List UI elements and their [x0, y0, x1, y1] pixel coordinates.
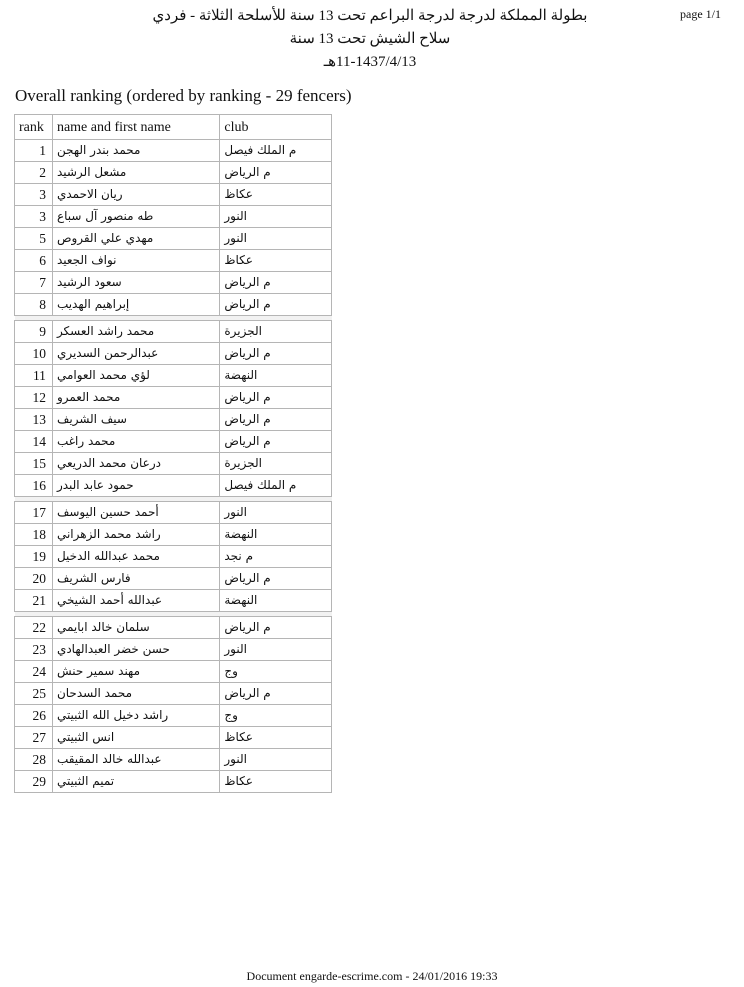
table-row [15, 683, 332, 705]
name-cell: حسن خضر العبدالهادي [52, 639, 219, 661]
weapon-category: سلاح الشيش تحت 13 سنة [289, 31, 451, 47]
table-row [15, 546, 332, 568]
name-cell: محمد العمرو [52, 387, 219, 409]
table-row [15, 294, 332, 316]
rank-cell: 27 [15, 727, 53, 749]
name-cell: مهند سمير حنش [52, 661, 219, 683]
table-row [15, 184, 332, 206]
club-cell: النور [220, 749, 332, 771]
name-cell: محمد بندر الهجن [52, 140, 219, 162]
rank-cell: 24 [15, 661, 53, 683]
document-footer: Document engarde-escrime.com - 24/01/2016 19:33 [246, 969, 498, 983]
table-row [15, 321, 332, 343]
club-cell: النور [220, 502, 332, 524]
club-cell: م الرياض [220, 683, 332, 705]
name-cell: انس الثبيتي [52, 727, 219, 749]
club-cell: عكاظ [220, 771, 332, 793]
rank-cell: 18 [15, 524, 53, 546]
table-row [15, 771, 332, 793]
club-cell: النور [220, 206, 332, 228]
club-cell: م الرياض [220, 617, 332, 639]
rank-cell: 11 [15, 365, 53, 387]
club-cell: عكاظ [220, 727, 332, 749]
table-row [15, 409, 332, 431]
name-cell: لؤي محمد العوامي [52, 365, 219, 387]
rank-cell: 1 [15, 140, 53, 162]
name-cell: فارس الشريف [52, 568, 219, 590]
name-cell: محمد راغب [52, 431, 219, 453]
table-row [15, 228, 332, 250]
rank-cell: 29 [15, 771, 53, 793]
club-cell: م الرياض [220, 568, 332, 590]
club-cell: النور [220, 228, 332, 250]
club-cell: عكاظ [220, 250, 332, 272]
table-row [15, 475, 332, 497]
name-cell: عبدالله أحمد الشيخي [52, 590, 219, 612]
table-row [15, 749, 332, 771]
club-cell: م الملك فيصل [220, 475, 332, 497]
rank-cell: 23 [15, 639, 53, 661]
ranking-table [14, 114, 332, 793]
rank-cell: 25 [15, 683, 53, 705]
rank-cell: 26 [15, 705, 53, 727]
table-row [15, 206, 332, 228]
name-cell: طه منصور آل سباع [52, 206, 219, 228]
club-cell: م الرياض [220, 294, 332, 316]
table-row [15, 365, 332, 387]
name-cell: محمد راشد العسكر [52, 321, 219, 343]
club-cell: م الرياض [220, 387, 332, 409]
table-row [15, 639, 332, 661]
name-cell: سعود الرشيد [52, 272, 219, 294]
rank-cell: 6 [15, 250, 53, 272]
club-cell: النور [220, 639, 332, 661]
name-cell: محمد السدحان [52, 683, 219, 705]
rank-column-header: rank [15, 115, 53, 140]
club-cell: م الرياض [220, 409, 332, 431]
name-cell: عبدالله خالد المقيقب [52, 749, 219, 771]
table-header-row [15, 115, 332, 140]
rank-cell: 28 [15, 749, 53, 771]
name-cell: تميم الثبيتي [52, 771, 219, 793]
club-cell: النهضة [220, 590, 332, 612]
rank-cell: 22 [15, 617, 53, 639]
ranking-body [15, 140, 332, 793]
table-row [15, 727, 332, 749]
rank-cell: 20 [15, 568, 53, 590]
name-cell: مشعل الرشيد [52, 162, 219, 184]
rank-cell: 7 [15, 272, 53, 294]
table-row [15, 250, 332, 272]
rank-cell: 5 [15, 228, 53, 250]
table-row [15, 162, 332, 184]
club-cell: م نجد [220, 546, 332, 568]
name-cell: درعان محمد الدريعي [52, 453, 219, 475]
club-cell: الجزيرة [220, 321, 332, 343]
rank-cell: 15 [15, 453, 53, 475]
table-row [15, 590, 332, 612]
rank-cell: 8 [15, 294, 53, 316]
name-cell: راشد محمد الزهراني [52, 524, 219, 546]
club-cell: م الرياض [220, 162, 332, 184]
table-row [15, 661, 332, 683]
club-cell: م الملك فيصل [220, 140, 332, 162]
table-row [15, 387, 332, 409]
name-cell: ريان الاحمدي [52, 184, 219, 206]
club-cell: النهضة [220, 524, 332, 546]
ranking-subtitle: Overall ranking (ordered by ranking - 29 fencers) [15, 86, 352, 105]
table-row [15, 524, 332, 546]
rank-cell: 13 [15, 409, 53, 431]
table-row [15, 453, 332, 475]
name-cell: أحمد حسين اليوسف [52, 502, 219, 524]
name-cell: مهدي علي القروص [52, 228, 219, 250]
club-column-header: club [220, 115, 332, 140]
name-cell: راشد دخيل الله الثبيتي [52, 705, 219, 727]
club-cell: م الرياض [220, 272, 332, 294]
table-row [15, 431, 332, 453]
name-cell: حمود عابد البدر [52, 475, 219, 497]
table-row [15, 617, 332, 639]
rank-cell: 2 [15, 162, 53, 184]
rank-cell: 21 [15, 590, 53, 612]
table-row [15, 272, 332, 294]
page-number: page 1/1 [680, 7, 721, 21]
club-cell: وج [220, 661, 332, 683]
rank-cell: 9 [15, 321, 53, 343]
name-cell: عبدالرحمن السديري [52, 343, 219, 365]
rank-cell: 14 [15, 431, 53, 453]
name-cell: نواف الجعيد [52, 250, 219, 272]
table-row [15, 343, 332, 365]
club-cell: وج [220, 705, 332, 727]
table-row [15, 502, 332, 524]
table-row [15, 140, 332, 162]
name-cell: سلمان خالد ابايمي [52, 617, 219, 639]
name-cell: إبراهيم الهديب [52, 294, 219, 316]
name-cell: سيف الشريف [52, 409, 219, 431]
club-cell: الجزيرة [220, 453, 332, 475]
rank-cell: 17 [15, 502, 53, 524]
competition-title: بطولة المملكة لدرجة لدرجة البراعم تحت 13 سنة للأسلحة الثلاثة - فردي [152, 8, 588, 24]
rank-cell: 16 [15, 475, 53, 497]
table-row [15, 568, 332, 590]
rank-cell: 3 [15, 184, 53, 206]
rank-cell: 3 [15, 206, 53, 228]
club-cell: عكاظ [220, 184, 332, 206]
competition-date: 11-1437/4/13هـ [323, 54, 417, 70]
club-cell: النهضة [220, 365, 332, 387]
rank-cell: 10 [15, 343, 53, 365]
table-row [15, 705, 332, 727]
club-cell: م الرياض [220, 431, 332, 453]
rank-cell: 19 [15, 546, 53, 568]
name-column-header: name and first name [52, 115, 219, 140]
club-cell: م الرياض [220, 343, 332, 365]
rank-cell: 12 [15, 387, 53, 409]
name-cell: محمد عبدالله الدخيل [52, 546, 219, 568]
